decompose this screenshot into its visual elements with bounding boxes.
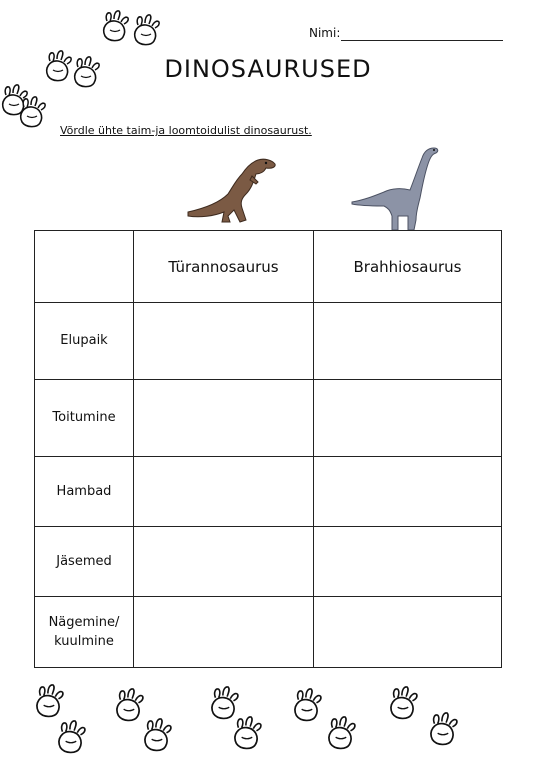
row-header: Nägemine/ kuulmine bbox=[35, 597, 134, 668]
row-header: Hambad bbox=[35, 457, 134, 527]
instruction-text: Võrdle ühte taim-ja loomtoidulist dinosaurust. bbox=[60, 124, 312, 137]
table-row bbox=[35, 457, 502, 527]
table-row bbox=[35, 303, 502, 380]
table-row bbox=[35, 527, 502, 597]
column-header: Brahhiosaurus bbox=[314, 231, 502, 303]
answer-cell[interactable] bbox=[134, 380, 314, 457]
brachiosaurus-illustration bbox=[350, 146, 445, 232]
row-header: Jäsemed bbox=[35, 527, 134, 597]
footprint-icon bbox=[424, 712, 464, 748]
name-label: Nimi: bbox=[309, 26, 341, 40]
answer-cell[interactable] bbox=[134, 303, 314, 380]
footprint-icon bbox=[132, 14, 162, 48]
answer-cell[interactable] bbox=[314, 527, 502, 597]
answer-cell[interactable] bbox=[134, 457, 314, 527]
table-header-row bbox=[35, 231, 502, 303]
name-field[interactable] bbox=[341, 40, 503, 41]
footprint-icon bbox=[138, 718, 178, 754]
footprint-icon bbox=[322, 716, 362, 752]
table-corner-cell bbox=[35, 231, 134, 303]
tyrannosaurus-illustration bbox=[186, 150, 278, 226]
footprint-icon bbox=[101, 10, 131, 44]
answer-cell[interactable] bbox=[314, 303, 502, 380]
answer-cell[interactable] bbox=[134, 527, 314, 597]
answer-cell[interactable] bbox=[314, 380, 502, 457]
answer-cell[interactable] bbox=[314, 597, 502, 668]
comparison-table bbox=[34, 230, 502, 668]
footprint-icon bbox=[52, 720, 92, 756]
row-header: Toitumine bbox=[35, 380, 134, 457]
answer-cell[interactable] bbox=[134, 597, 314, 668]
table-row bbox=[35, 380, 502, 457]
footprint-icon bbox=[18, 96, 48, 130]
footprint-icon bbox=[384, 686, 424, 722]
row-header: Elupaik bbox=[35, 303, 134, 380]
table-row bbox=[35, 597, 502, 668]
footprint-icon bbox=[228, 716, 268, 752]
column-header: Türannosaurus bbox=[134, 231, 314, 303]
answer-cell[interactable] bbox=[314, 457, 502, 527]
footprint-icon bbox=[30, 684, 70, 720]
page-title: DINOSAURUSED bbox=[164, 55, 372, 83]
